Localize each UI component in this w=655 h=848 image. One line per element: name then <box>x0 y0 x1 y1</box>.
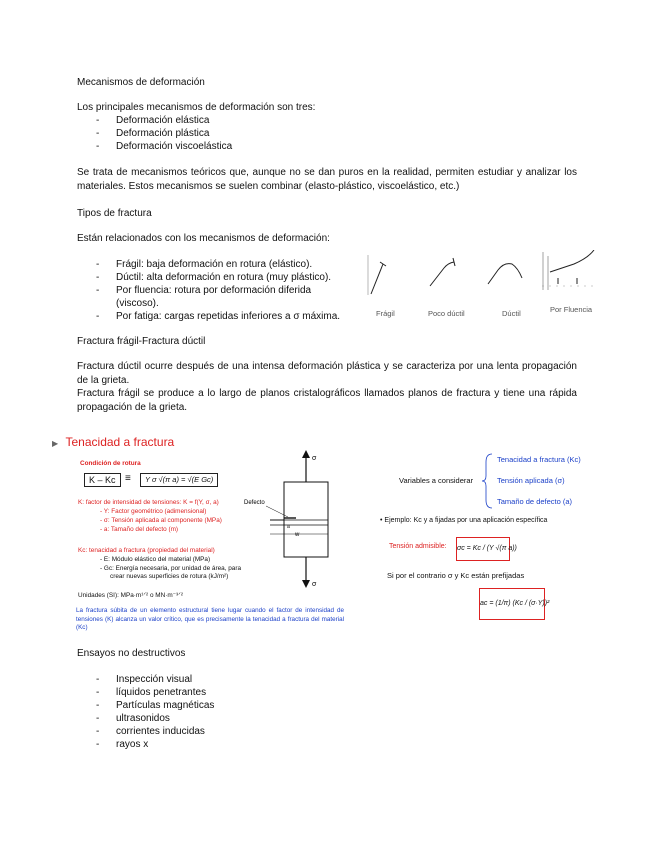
kc-item: - E: Módulo elástico del material (MPa) <box>100 556 211 563</box>
k-item: - Y: Factor geométrico (adimensional) <box>100 508 207 515</box>
svg-text:a: a <box>287 524 290 530</box>
formula-sigma-box: σc = Kc / (Y √(π a)) <box>456 537 510 561</box>
bullet-dash: - <box>96 713 100 724</box>
curve-caption: Por Fluencia <box>550 305 593 314</box>
list-item: Por fluencia: rotura por deformación diferida (viscoso). <box>116 285 312 309</box>
bullet-dash: - <box>96 739 100 750</box>
kc-definition: Kc: tenacidad a fractura (propiedad del material) <box>78 547 215 554</box>
specimen-plate-diagram <box>240 450 360 590</box>
variable-item: Tenacidad a fractura (Kc) <box>497 455 581 464</box>
variable-item: Tensión aplicada (σ) <box>497 476 565 485</box>
bullet-dash: - <box>96 726 100 737</box>
bullet-dash: - <box>96 141 100 152</box>
list-item: ultrasonidos <box>116 713 170 724</box>
brace-icon <box>480 452 494 510</box>
bullet-dash: - <box>96 272 100 283</box>
curve-caption: Frágil <box>376 309 395 318</box>
ejemplo-text: • Ejemplo: Kc y a fijadas por una aplicación específica <box>380 517 548 524</box>
si-contrario-text: Si por el contrario σ y Kc están prefijadas <box>387 571 525 580</box>
tenacidad-heading: ▶ Tenacidad a fractura <box>52 435 175 449</box>
curve-caption: Poco dúctil <box>428 309 465 318</box>
tenacidad-nota: La fractura súbita de un elemento estructural tiene lugar cuando el factor de intensidad de tensiones (K) alcanza un valor crítico, que es precisamente la tenacidad a fractura del material (Kc) <box>76 607 344 631</box>
bullet-dash: - <box>96 674 100 685</box>
fracture-curves-figure <box>362 250 602 320</box>
bullet-dash: - <box>96 311 100 322</box>
list-item: Por fatiga: cargas repetidas inferiores a σ máxima. <box>116 311 341 322</box>
unidades: Unidades (SI): MPa·m¹ᐟ² o MN·m⁻³ᐟ² <box>78 592 184 599</box>
svg-text:σ: σ <box>312 455 317 462</box>
bullet-dash: - <box>96 259 100 270</box>
triangle-bullet-icon: ▶ <box>52 439 59 448</box>
tipos-fractura-intro: Están relacionados con los mecanismos de deformación: <box>77 233 330 244</box>
curve-fluencia <box>542 250 596 290</box>
list-item: Deformación elástica <box>116 115 210 126</box>
list-item: Dúctil: alta deformación en rotura (muy plástico). <box>116 272 332 283</box>
curve-poco-ductil <box>430 258 455 286</box>
fractura-fragil-paragraph: Fractura frágil se produce a lo largo de planos cristalográficos llamados planos de fractura y tiene una rápida propagación de la grieta. <box>77 388 577 413</box>
kc-item: - Gc: Energía necesaria, por unidad de área, para <box>100 565 242 572</box>
section-title-ensayos: Ensayos no destructivos <box>77 648 186 659</box>
list-item: Frágil: baja deformación en rotura (elástico). <box>116 259 313 270</box>
section-title-fragil-ductil: Fractura frágil-Fractura dúctil <box>77 336 206 347</box>
eq-equiv: ≡ <box>125 473 131 484</box>
bullet-dash: - <box>96 115 100 126</box>
bullet-dash: - <box>96 687 100 698</box>
tension-admisible-label: Tensión admisible: <box>389 543 447 550</box>
eq-right-box: Y σ √(π a) = √(E Gc) <box>140 473 218 487</box>
svg-text:w: w <box>295 532 300 538</box>
eq-left-box: K – Kc <box>84 473 121 487</box>
svg-text:σ: σ <box>312 581 317 588</box>
section-title-mecanismos: Mecanismos de deformación <box>77 77 205 88</box>
list-item: Deformación viscoelástica <box>116 141 233 152</box>
formula-a-box: ac = (1/π) (Kc / (σ·Y))² <box>479 588 545 620</box>
k-item: - σ: Tensión aplicada al componente (MPa) <box>100 517 222 524</box>
list-item: Deformación plástica <box>116 128 210 139</box>
variable-item: Tamaño de defecto (a) <box>497 497 573 506</box>
rotura-label: Condición de rotura <box>80 460 141 467</box>
section-title-tipos-fractura: Tipos de fractura <box>77 208 152 219</box>
bullet-dash: - <box>96 700 100 711</box>
fractura-ductil-paragraph: Fractura dúctil ocurre después de una intensa deformación plástica y se caracteriza por una lenta propagación de la grieta. <box>77 361 577 386</box>
list-item: líquidos penetrantes <box>116 687 207 698</box>
list-item: corrientes inducidas <box>116 726 205 737</box>
curve-ductil <box>488 264 522 284</box>
kc-item: crear nuevas superficies de rotura (kJ/m²) <box>110 573 229 580</box>
k-definition: K: factor de intensidad de tensiones: K = f(Y, σ, a) <box>78 499 219 506</box>
list-item: rayos x <box>116 739 149 750</box>
k-item: - a: Tamaño del defecto (m) <box>100 526 179 533</box>
svg-text:Defecto: Defecto <box>244 500 265 506</box>
variables-label: Variables a considerar <box>399 476 474 485</box>
list-item: Inspección visual <box>116 674 193 685</box>
mecanismos-paragraph: Se trata de mecanismos teóricos que, aunque no se dan puros en la realidad, permiten estudiar y analizar los materiales. Estos mecanismos se suelen combinar (elasto-plástico, viscoelástico, etc.) <box>77 167 577 192</box>
list-item: Partículas magnéticas <box>116 700 215 711</box>
curve-caption: Dúctil <box>502 309 521 318</box>
curve-fragil <box>368 255 386 295</box>
bullet-dash: - <box>96 128 100 139</box>
mecanismos-intro: Los principales mecanismos de deformación son tres: <box>77 102 316 113</box>
bullet-dash: - <box>96 285 100 296</box>
